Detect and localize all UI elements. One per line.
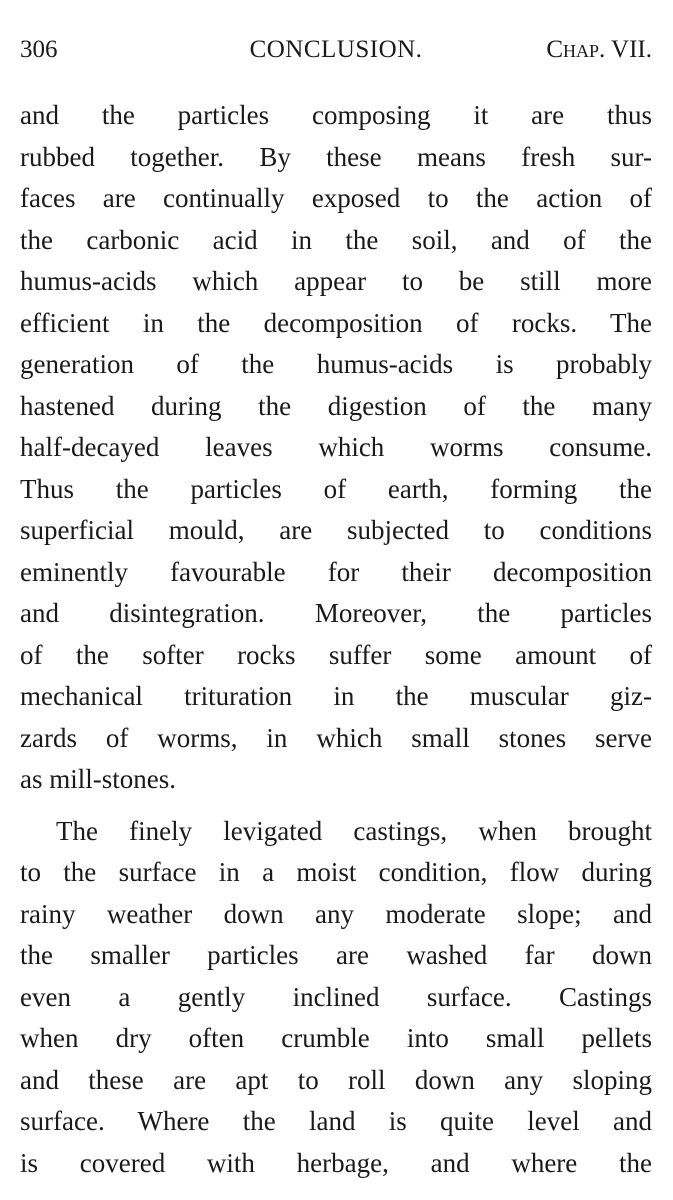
text-line: mechanical trituration in the muscular giz- xyxy=(20,681,652,711)
page-number: 306 xyxy=(20,36,58,63)
text-line: zards of worms, in which small stones serve xyxy=(20,722,652,753)
paragraph-2 xyxy=(20,811,652,1185)
text-line: when dry often crumble into small pellets xyxy=(20,1023,652,1053)
text-line: even a gently inclined surface. Castings xyxy=(20,981,652,1012)
paragraph-1 xyxy=(20,95,652,801)
body-text xyxy=(20,95,652,1184)
running-title: CONCLUSION. xyxy=(249,36,423,63)
text-line: generation of the humus-acids is probably xyxy=(20,349,652,379)
text-line: The finely levigated castings, when brought xyxy=(56,815,652,846)
text-line: Thus the particles of earth, forming the xyxy=(20,473,652,504)
text-line: the carbonic acid in the soil, and of the xyxy=(20,224,652,255)
text-line: and disintegration. Moreover, the particles xyxy=(20,598,652,628)
chapter-label: Chap. VII. xyxy=(546,36,652,63)
text-line: hastened during the digestion of the many xyxy=(20,390,652,421)
running-head xyxy=(20,30,652,70)
text-line: to the surface in a moist condition, flow during xyxy=(20,857,652,887)
text-line: and these are apt to roll down any sloping xyxy=(20,1064,652,1095)
text-line: of the softer rocks suffer some amount of xyxy=(20,639,652,670)
text-line: humus-acids which appear to be still more xyxy=(20,266,652,296)
text-line: surface. Where the land is quite level and xyxy=(20,1106,652,1136)
text-line: as mill-stones. xyxy=(20,764,176,794)
text-line: rainy weather down any moderate slope; and xyxy=(20,898,652,929)
text-line: eminently favourable for their decomposition xyxy=(20,556,652,587)
text-line: faces are continually exposed to the action of xyxy=(20,183,652,213)
text-line: rubbed together. By these means fresh sur- xyxy=(20,141,652,172)
text-line: is covered with herbage, and where the xyxy=(20,1147,652,1178)
text-line: superficial mould, are subjected to conditions xyxy=(20,515,652,545)
text-line: efficient in the decomposition of rocks. The xyxy=(20,307,652,338)
paragraph-gap xyxy=(20,801,652,811)
text-line: half-decayed leaves which worms consume. xyxy=(20,432,652,462)
text-line: and the particles composing it are thus xyxy=(20,100,652,130)
text-line: the smaller particles are washed far down xyxy=(20,940,652,970)
book-page xyxy=(20,30,652,1178)
